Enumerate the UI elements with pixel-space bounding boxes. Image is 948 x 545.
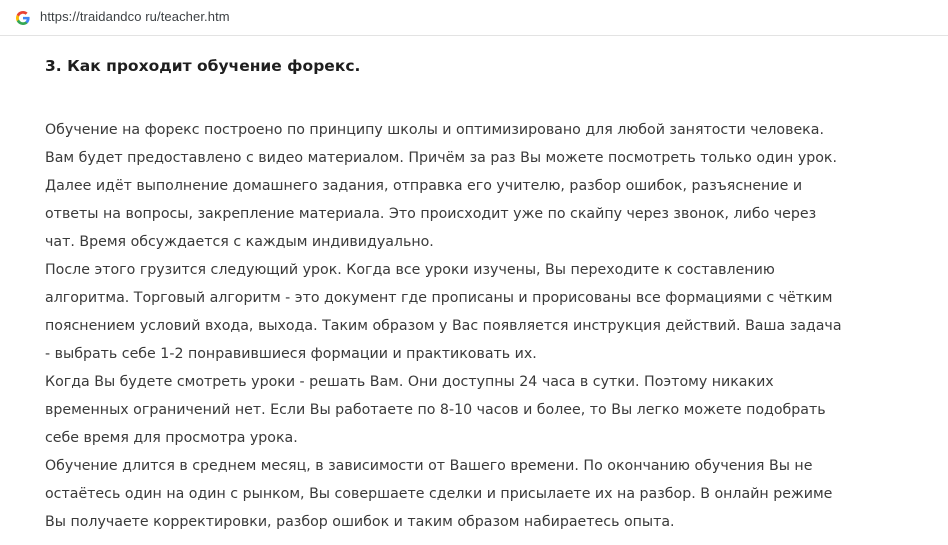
text-line: алгоритма. Торговый алгоритм - это документ где прописаны и прорисованы все формациями с чётким [45, 290, 833, 306]
text-line: остаётесь один на один с рынком, Вы совершаете сделки и присылаете их на разбор. В онлайн режиме [45, 486, 833, 502]
text-line: Далее идёт выполнение домашнего задания, отправка его учителю, разбор ошибок, разъяснение и [45, 178, 803, 194]
text-line: Вам будет предоставлено с видео материалом. Причём за раз Вы можете посмотреть только один урок. [45, 150, 838, 166]
text-line: Вы получаете корректировки, разбор ошибок и таким образом набираетесь опыта. [45, 514, 675, 530]
text-line: - выбрать себе 1-2 понравившиеся формации и практиковать их. [45, 346, 537, 362]
paragraph-4 [45, 452, 940, 536]
paragraph-2 [45, 256, 940, 368]
text-line: Когда Вы будете смотреть уроки - решать Вам. Они доступны 24 часа в сутки. Поэтому никаких [45, 374, 774, 390]
text-line: пояснением условий входа, выхода. Таким образом у Вас появляется инструкция действий. Ваша задача [45, 318, 842, 334]
paragraph-3 [45, 368, 940, 452]
address-bar[interactable] [0, 0, 948, 36]
text-line: Обучение длится в среднем месяц, в зависимости от Вашего времени. По окончанию обучения Вы не [45, 458, 813, 474]
text-line: После этого грузится следующий урок. Когда все уроки изучены, Вы переходите к составлению [45, 262, 775, 278]
url-text[interactable]: https://traidandco ru/teacher.htm [40, 9, 230, 24]
section-heading: 3. Как проходит обучение форекс. [45, 57, 361, 75]
text-line: Обучение на форекс построено по принципу школы и оптимизировано для любой занятости человека. [45, 122, 824, 138]
text-line: чат. Время обсуждается с каждым индивидуально. [45, 234, 434, 250]
paragraph-1 [45, 116, 940, 256]
text-line: ответы на вопросы, закрепление материала. Это происходит уже по скайпу через звонок, либо через [45, 206, 817, 222]
text-line: временных ограничений нет. Если Вы работаете по 8-10 часов и более, то Вы легко можете подобрать [45, 402, 826, 418]
google-g-icon [15, 10, 31, 26]
text-line: себе время для просмотра урока. [45, 430, 298, 446]
